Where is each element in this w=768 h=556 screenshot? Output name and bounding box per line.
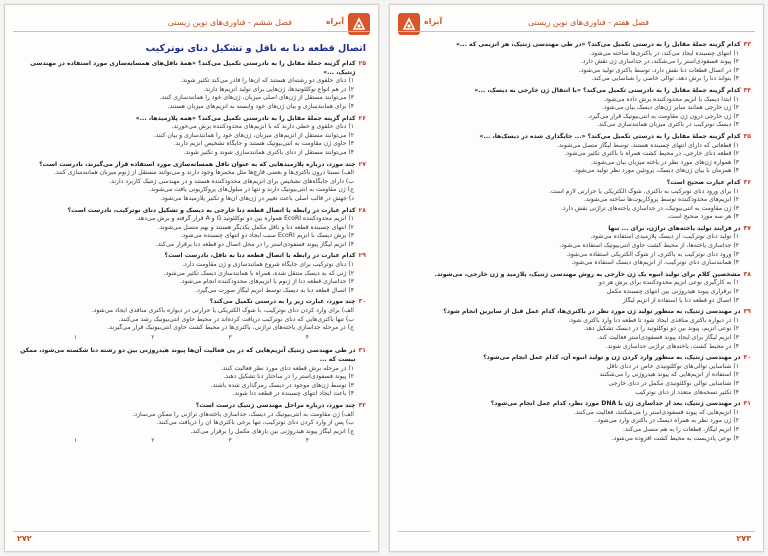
question-stem xyxy=(17,402,366,411)
question-text: کدام گزینه جملهٔ مقابل را به نادرستی تکمیل می‌کند؟ «همهٔ ناقل‌های همسانه‌سازی مورد استفاده در مهندسی ژنتیک، ...» xyxy=(30,60,356,76)
answer-option: ۳) آنزیم لیگاز، قطعات را به هم متصل می‌کند. xyxy=(622,425,739,433)
question-text: در مهندسی ژنتیک، به منظور وارد کردن ژن و تولید انبوه آن، کدام عمل انجام می‌شود؟ xyxy=(483,354,741,362)
answer-option: ۱) انتهای چسبنده ایجاد می‌کند، در باکتری‌ها ساخته می‌شود. xyxy=(589,49,739,57)
question-text: در فرایند تولید یاخته‌های تراژن، برای ... تنها xyxy=(608,224,741,232)
answer-option: ۳) جداسازی قطعه دنا از ژنوم با آنزیم‌های محدودکننده انجام می‌شود. xyxy=(179,278,354,286)
question-number: ۳۷ xyxy=(743,224,751,232)
count-choice: ۴ xyxy=(305,437,309,445)
question-item xyxy=(17,60,366,112)
answer-option: ۴) بتواند دنا را برش دهد، توالی خاصی را شناسایی می‌کند. xyxy=(591,75,739,83)
chapter-title: فصل هفتم - فناوری‌های نوین زیستی xyxy=(528,18,649,27)
question-text: در مهندسی ژنتیک، بعد از جداسازی ژن یا DNA مورد نظر، کدام عمل انجام می‌شود؟ xyxy=(490,400,741,408)
chapter-title: فصل ششم - فناوری‌های نوین زیستی xyxy=(167,18,292,27)
count-choices xyxy=(17,333,366,345)
answer-option: ۲) استفاده از آنزیم‌هایی که پیوند هیدروژنی را می‌شکنند xyxy=(599,371,739,379)
question-item xyxy=(17,207,366,250)
question-item xyxy=(402,354,751,397)
answer-option: ۲) ژن مورد نظر به همراه دیسک در باکتری وارد می‌شود. xyxy=(595,417,739,425)
questions-column xyxy=(402,41,751,525)
question-stem xyxy=(402,354,751,363)
answer-option: ۳) حاوی ژن مقاومت به آنتی‌بیوتیک هستند و جایگاه تشخیص آنزیم دارند. xyxy=(173,140,354,148)
question-stem xyxy=(17,207,366,216)
question-stem xyxy=(17,298,366,307)
question-text: چند مورد، عبارت زیر را به درستی تکمیل می‌کند؟ xyxy=(209,298,356,306)
answer-option: ۱) در دیواره باکتری منافذی ایجاد شود تا قطعه دنا وارد باکتری شود. xyxy=(568,316,739,324)
answer-option: ۱) دنای نوترکیب برای جایگاه شروع همانندسازی و ژن مقاومت دارد. xyxy=(182,261,354,269)
page-number: ۲۷۲ xyxy=(17,534,32,543)
answer-option: ج) در مرحله جداسازی یاخته‌های تراژنی، باکتری‌ها در محیط کشت حاوی آنتی‌بیوتیک قرار می‌گیرند. xyxy=(107,324,354,332)
answer-option: ب) دارای جایگاه‌های تشخیص برای آنزیم‌های محدودکننده هستند و در مهندسی ژنتیک کاربرد دارند. xyxy=(109,177,354,185)
question-stem xyxy=(402,179,751,188)
count-choice: ۳ xyxy=(228,437,232,445)
answer-option: ۴) در محیط کشت، یاخته‌های تراژنی جداسازی شوند. xyxy=(605,342,739,350)
question-text: چند مورد، درباره پلازمیدهایی که به عنوان ناقل همسانه‌سازی مورد استفاده قرار می‌گیرند، نادرست است؟ xyxy=(39,160,356,168)
questions-column xyxy=(17,41,366,525)
answer-option: ۲) در هم‌ انواع نوکلئوتیدها، ژن‌هایی برای تولید آنزیم‌ها دارند. xyxy=(203,85,354,93)
question-number: ۳۰ xyxy=(358,298,366,306)
question-item xyxy=(402,133,751,176)
question-stem xyxy=(17,347,366,364)
question-text: مشخصین کلام برای تولید انبوه یک ژن خارجی به روش مهندسی ژنتیک، پلازمید و ژن خارجی، می‌شوند. xyxy=(434,270,741,278)
question-stem xyxy=(402,400,751,409)
answer-option: ۲) می‌توانند مستقل از آنزیم‌های میزبان، ژن‌های خود را همانندسازی و بیان کنند. xyxy=(153,131,354,139)
question-number: ۳۹ xyxy=(743,308,751,316)
question-number: ۳۱ xyxy=(358,347,366,355)
question-text: در مهندسی ژنتیک، به منظور تولید ژن مورد نظر در باکتری‌ها، کدام عمل قبل از سایرین انجام شود؟ xyxy=(443,308,741,316)
question-stem xyxy=(17,115,366,124)
question-item xyxy=(402,400,751,443)
answer-option: ۳) شناسایی توالی نوکلئوتیدی مکمل در دنای خارجی xyxy=(608,379,739,387)
question-item xyxy=(402,271,751,305)
question-stem xyxy=(17,161,366,170)
page-left xyxy=(4,4,379,552)
answer-option: ۴) آنزیم لیگاز پیوند فسفودی‌استر را در محل اتصال دو قطعه دنا برقرار می‌کند. xyxy=(155,240,354,248)
answer-option: ۲) جداسازی یاخته‌ها، از محیط کشت حاوی آنتی‌بیوتیک استفاده می‌شود. xyxy=(559,242,739,250)
answer-option: ۲) ژنی که به دیسک منتقل شده، همراه با همانندسازی دیسک تکثیر می‌شود. xyxy=(163,269,354,277)
question-item xyxy=(402,179,751,222)
count-choices xyxy=(17,436,366,448)
question-item xyxy=(17,161,366,204)
question-text: کدام عبارت صحیح است؟ xyxy=(666,178,741,186)
question-text: کدام گزینه جملهٔ مقابل را به درستی تکمیل می‌کند؟ «در طی مهندسی ژنتیک، هر آنزیمی که ...» xyxy=(456,41,741,48)
question-item xyxy=(17,298,366,344)
question-stem xyxy=(402,87,751,96)
answer-option: ۲) ژن خارجی همانند سایر ژن‌های دیسک بیان می‌شود. xyxy=(601,104,739,112)
answer-option: د) جهش در قالب اصلی باعث تغییر در ژن‌های آن‌ها و تکثیر پلازمیدها می‌شود. xyxy=(160,194,354,202)
count-choice: ۱ xyxy=(74,333,78,341)
answer-option: ۴) تکثیر نسخه‌های متعدد از دنای نوترکیب xyxy=(635,388,739,396)
answer-option: ۴) برای همانندسازی و بیان ژن‌های خود وابسته به آنزیم‌های میزبان هستند. xyxy=(167,102,354,110)
question-number: ۲۹ xyxy=(358,252,366,260)
question-text: چند مورد، درباره مراحل مهندسی ژنتیک درست است؟ xyxy=(195,401,356,409)
count-choice: ۲ xyxy=(151,333,155,341)
question-item xyxy=(402,225,751,268)
answer-option: ۱) تولید دنای نوترکیب، از دیسک پلازمیدی استفاده می‌شود. xyxy=(590,233,739,241)
answer-option: ۱) آنزیم محدودکننده EcoRI همواره بین دو نوکلئوتید G و A قرار گرفته و برش می‌دهد. xyxy=(135,215,354,223)
question-text: در طی مهندسی ژنتیک آنزیم‌هایی که در پی فعالیت آن‌ها پیوند هیدروژنی بین دو رشته دنا شکسته می‌شود، ممکن نیست که ... xyxy=(20,347,356,363)
count-choice: ۱ xyxy=(74,437,78,445)
answer-option: ۳) ژن مقاومت به آنتی‌بیوتیک، در جداسازی یاخته‌های تراژنی نقش دارد. xyxy=(560,204,739,212)
question-text: کدام عبارت در رابطه با اتصال قطعه دنا به ناقل، نادرست است؟ xyxy=(164,252,356,260)
page-footer xyxy=(13,531,370,545)
question-number: ۳۴ xyxy=(743,86,751,94)
section-title: اتصال قطعه دنا به ناقل و تشکیل دنای نوترکیب xyxy=(145,43,366,54)
count-choice: ۴ xyxy=(305,333,309,341)
answer-option: ۱) در مرحله برش قطعه دنای مورد نظر فعالیت کنند. xyxy=(220,364,354,372)
question-number: ۳۲ xyxy=(358,401,366,409)
question-number: ۲۷ xyxy=(358,160,366,168)
question-number: ۲۸ xyxy=(358,206,366,214)
answer-option: ب) تنها باکتری‌هایی که دنای نوترکیب دریافت کرده‌اند در محیط حاوی آنتی‌بیوتیک رشد می‌کنند. xyxy=(118,315,354,323)
question-number: ۲۵ xyxy=(358,60,366,67)
answer-option: ۱) برای ورود دنای نوترکیب به باکتری، شوک الکتریکی یا حرارتی لازم است. xyxy=(549,187,739,195)
question-item xyxy=(402,41,751,84)
question-item xyxy=(17,115,366,158)
answer-option: ۳) اتصال دو قطعه دنا با استفاده از آنزیم لیگاز xyxy=(622,296,739,304)
question-text: کدام گزینه جملهٔ مقابل را به نادرستی تکمیل می‌کند؟ «همه پلازمیدها، ...» xyxy=(135,114,356,122)
question-stem xyxy=(402,133,751,142)
answer-option: ۴) نوعی پادزیست به محیط کشت افزوده می‌شود. xyxy=(611,434,739,442)
question-number: ۳۶ xyxy=(743,178,751,186)
answer-option: ۱) شناسایی توالی‌های نوکلئوتیدی خاص در دنای ناقل xyxy=(606,362,739,370)
answer-option: الف) برای وارد کردن دنای نوترکیب، با شوک الکتریکی یا حرارتی در دیواره باکتری منافذی ایجاد می‌شود. xyxy=(91,307,354,315)
question-stem xyxy=(402,225,751,234)
answer-option: الف) نسبتاً درون باکتری‌ها و بعضی قارچ‌ها مثل مخمرها وجود دارند و می‌توانند مستقل از ژنوم میزبان همانندسازی کنند. xyxy=(54,169,354,177)
answer-option: ۴) همزمان با بیان ژن‌های دیسک، پروتئین مورد نظر تولید می‌شود. xyxy=(573,167,739,175)
question-item xyxy=(17,402,366,448)
answer-option: ۳) برش دیسک با آنزیم EcoRI سبب ایجاد دو انتهای چسبنده می‌شود. xyxy=(180,232,354,240)
question-stem xyxy=(402,271,751,280)
answer-option: ۴) می‌توانند مستقل از دنای باکتری همانندسازی شوند و تکثیر شوند. xyxy=(183,148,354,156)
answer-option: ۳) توسط ژن‌های موجود در دیسک رمزگذاری شده باشند. xyxy=(210,381,354,389)
answer-option: ۲) برقراری پیوند هیدروژنی بین انتهای چسبنده مکمل xyxy=(606,288,739,296)
answer-option: ۳) همواره ژن‌های مورد نظر در یاخته میزبان بیان می‌شوند. xyxy=(590,158,739,166)
question-item xyxy=(17,252,366,295)
answer-option: ۲) آنزیم‌های محدودکننده توسط پروکاریوت‌ها ساخته می‌شوند. xyxy=(584,196,739,204)
answer-option: ب) پس از وارد کردن دنای نوترکیب، تنها برخی باکتری‌ها آن را دریافت می‌کنند. xyxy=(156,419,354,427)
answer-option: ۳) ورود دنای نوترکیب به باکتری، از شوک الکتریکی استفاده می‌شود. xyxy=(566,250,739,258)
header-divider xyxy=(398,31,755,32)
header-divider xyxy=(13,31,370,32)
question-number: ۳۳ xyxy=(743,41,751,48)
answer-option: ۴) دیسک نوترکیب در باکتری میزبان همانندسازی می‌کند. xyxy=(597,121,739,129)
question-number: ۴۱ xyxy=(743,400,751,408)
answer-option: ۳) می‌توانند مستقل از ژن‌های اصلی میزبان، ژن‌های خود را همانندسازی کنند. xyxy=(159,94,354,102)
answer-option: ۲) پیوند فسفودی‌استر را می‌شکند، در جداسازی ژن نقش دارد. xyxy=(580,58,739,66)
question-item xyxy=(402,308,751,351)
answer-option: ۲) پیوند فسفودی‌استر را در ساختار دنا تشکیل دهند. xyxy=(223,373,354,381)
count-choice: ۲ xyxy=(151,437,155,445)
question-text: کدام عبارت در رابطه با اتصال قطعه دنا خارجی به دیسک و تشکیل دنای نوترکیب، نادرست است؟ xyxy=(67,206,356,214)
question-item xyxy=(17,347,366,399)
question-number: ۲۶ xyxy=(358,114,366,122)
question-number: ۴۰ xyxy=(743,354,751,362)
answer-option: ۲) انتهای چسبنده قطعه دنا و ناقل مکمل یکدیگر هستند و بهم متصل می‌شوند. xyxy=(157,223,354,231)
count-choice: ۳ xyxy=(228,333,232,341)
answer-option: ج) آنزیم لیگاز پیوند هیدروژنی بین بازهای مکمل را برقرار می‌کند. xyxy=(190,427,354,435)
answer-option: ۱) آنزیم‌هایی که پیوند فسفودی‌استر را می‌شکنند، فعالیت می‌کنند. xyxy=(573,408,739,416)
question-item xyxy=(402,87,751,130)
answer-option: ۴) اتصال قطعه دنا به دیسک توسط آنزیم لیگاز صورت می‌گیرد. xyxy=(195,286,354,294)
answer-option: ۴) باعث ایجاد انتهای چسبنده در قطعه دنا شوند. xyxy=(232,390,354,398)
answer-option: ۳) در اتصال قطعات دنا نقش دارد، توسط باکتری تولید می‌شود. xyxy=(578,66,739,74)
answer-option: ۱) به کارگیری نوعی آنزیم محدودکننده برای برش هر دو xyxy=(599,279,739,287)
page-right xyxy=(389,4,764,552)
answer-option: ۳) ژن خارجی درون ژن مقاومت به آنتی‌بیوتیک قرار می‌گیرد. xyxy=(587,112,739,120)
answer-option: ۱) دنای حلقوی و خطی دارند که با آنزیم‌های محدودکننده برش می‌خورند. xyxy=(171,123,354,131)
question-text: کدام گزینه جملهٔ مقابل را به درستی تکمیل می‌کند؟ «... جایگذاری شده در دیسک‌ها، ...» xyxy=(479,132,741,140)
answer-option: ۴) همانندسازی دنای نوترکیب، از آنزیم‌های دیسک استفاده می‌شود. xyxy=(571,259,739,267)
question-list xyxy=(402,41,751,443)
answer-option: الف) ژن مقاومت به آنتی‌بیوتیک در دیسک، جداسازی یاخته‌های تراژنی را ممکن می‌سازد. xyxy=(132,410,354,418)
question-number: ۳۵ xyxy=(743,132,751,140)
question-stem xyxy=(17,252,366,261)
brand-logo-text: آبراه xyxy=(424,17,443,26)
answer-option: ۱) قطعاتی که دارای انتهای چسبنده هستند، توسط لیگاز متصل می‌شوند. xyxy=(557,141,739,149)
question-number: ۳۸ xyxy=(743,270,751,278)
question-list xyxy=(17,60,366,448)
question-stem xyxy=(17,60,366,77)
question-text: کدام گزینه جملهٔ مقابل را به نادرستی تکمیل می‌کند؟ «با انتقال ژن خارجی به دیسک، ...» xyxy=(474,86,741,94)
answer-option: ج) ژن مقاومت به آنتی‌بیوتیک دارند و تنها در سلول‌های پروکاریوتی یافت می‌شوند. xyxy=(148,186,354,194)
answer-option: ۴) هر سه مورد صحیح است. xyxy=(667,213,739,221)
page-number: ۲۷۳ xyxy=(736,534,751,543)
answer-option: ۱) دنای حلقوی دو رشته‌ای هستند که آن‌ها را قادر می‌کند تکثیر شوند. xyxy=(180,77,354,85)
page-footer xyxy=(398,531,755,545)
brand-logo-text: آبراه xyxy=(325,17,344,26)
question-stem xyxy=(402,308,751,317)
answer-option: ۲) نوعی آنزیم، پیوند بین دو نوکلئوتید را در دیسک تشکیل دهد. xyxy=(583,325,739,333)
question-stem xyxy=(402,41,751,50)
answer-option: ۲) قطعه دنای خارجی، در محیط کشت همراه با باکتری تکثیر می‌شود. xyxy=(564,150,739,158)
answer-option: ۱) ابتدا دیسک با آنزیم محدودکننده برش داده می‌شود. xyxy=(603,95,739,103)
answer-option: ۳) آنزیم لیگاز برای ایجاد پیوند فسفودی‌استر فعالیت کند. xyxy=(597,334,739,341)
